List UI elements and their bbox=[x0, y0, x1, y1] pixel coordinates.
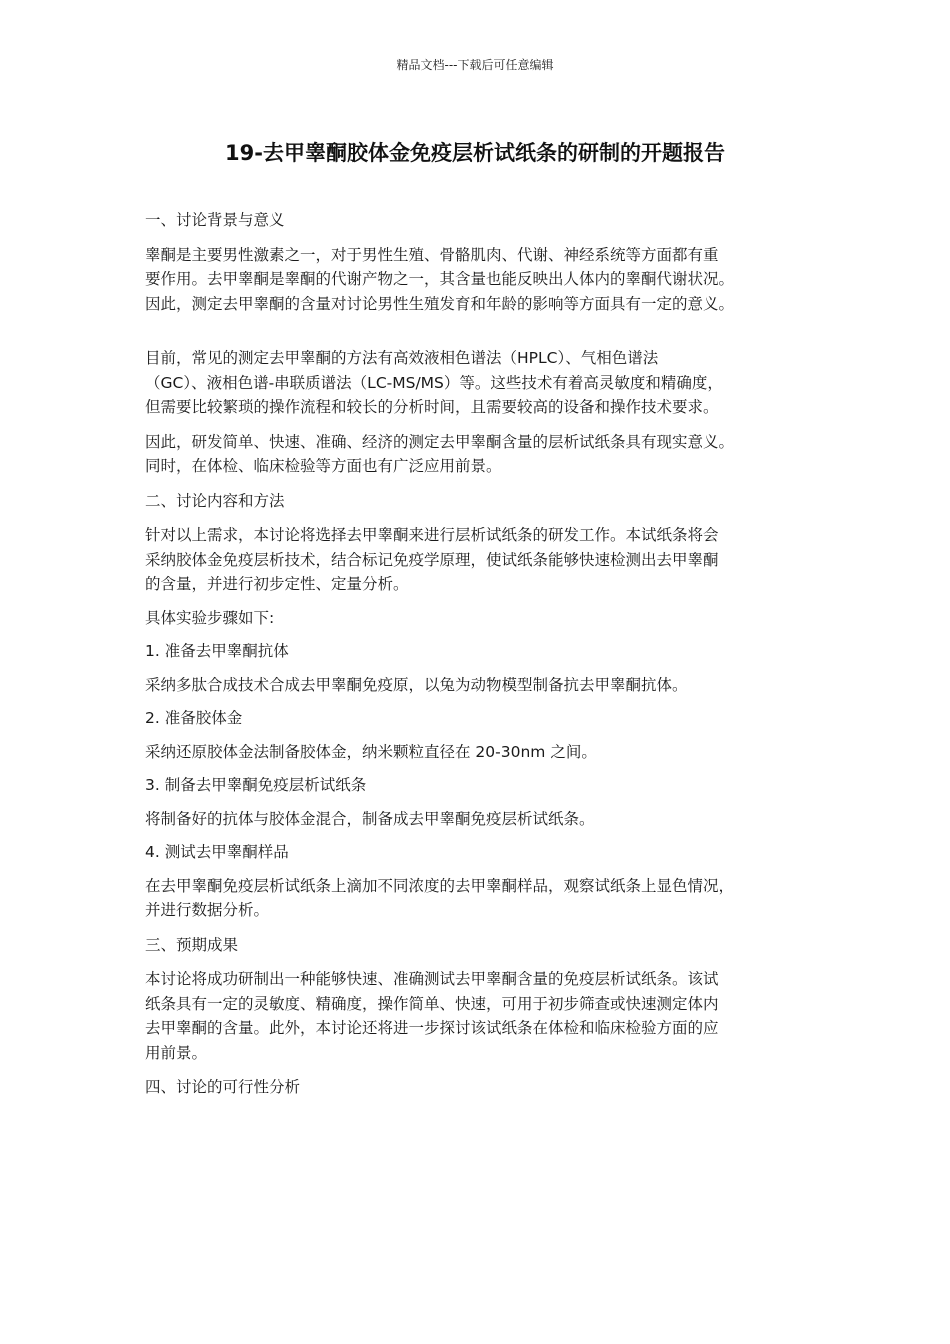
section-2-heading: 二、讨论内容和方法 bbox=[145, 491, 285, 510]
step-3-title: 3. 制备去甲睾酮免疫层析试纸条 bbox=[145, 776, 367, 794]
section-1-paragraph-1: 睾酮是主要男性激素之一，对于男性生殖、骨骼肌肉、代谢、神经系统等方面都有重 要作用。去甲睾酮是睾酮的代谢产物之一，其含量也能反映出人体内的睾酮代谢状况。 因此，测定去甲睾酮的含量对讨论男性生殖发育和年龄的影响等方面具有一定的意义。 bbox=[145, 245, 735, 313]
section-2-paragraph-1: 针对以上需求，本讨论将选择去甲睾酮来进行层析试纸条的研发工作。本试纸条将会 采纳胶体金免疫层析技术，结合标记免疫学原理，使试纸条能够快速检测出去甲睾酮 的含量，并进行初步定性、定量分析。 bbox=[145, 526, 719, 593]
section-1-paragraph-2: 目前，常见的测定去甲睾酮的方法有高效液相色谱法（HPLC）、气相色谱法 （GC）、液相色谱-串联质谱法（LC-MS/MS）等。这些技术有着高灵敏度和精确度， 但需要比较繁琐的操作流程和较长的分析时间，且需要较高的设备和操作技术要求。 bbox=[145, 349, 723, 416]
document-title: 19-去甲睾酮胶体金免疫层析试纸条的研制的开题报告 bbox=[225, 141, 725, 165]
section-4-heading: 四、讨论的可行性分析 bbox=[145, 1078, 301, 1096]
step-1-text: 采纳多肽合成技术合成去甲睾酮免疫原，以兔为动物模型制备抗去甲睾酮抗体。 bbox=[145, 675, 688, 694]
step-4-text: 在去甲睾酮免疫层析试纸条上滴加不同浓度的去甲睾酮样品，观察试纸条上显色情况， 并进行数据分析。 bbox=[145, 876, 735, 919]
section-1-heading: 一、讨论背景与意义 bbox=[145, 211, 285, 229]
step-1-title: 1. 准备去甲睾酮抗体 bbox=[145, 642, 289, 660]
section-1-paragraph-3: 因此，研发简单、快速、准确、经济的测定去甲睾酮含量的层析试纸条具有现实意义。 同时，在体检、临床检验等方面也有广泛应用前景。 bbox=[145, 432, 735, 475]
step-2-text: 采纳还原胶体金法制备胶体金，纳米颗粒直径在 20-30nm 之间。 bbox=[145, 742, 597, 761]
step-3-text: 将制备好的抗体与胶体金混合，制备成去甲睾酮免疫层析试纸条。 bbox=[145, 809, 595, 828]
step-4-title: 4. 测试去甲睾酮样品 bbox=[145, 843, 289, 861]
section-3-heading: 三、预期成果 bbox=[145, 935, 239, 954]
header-note: 精品文档---下载后可任意编辑 bbox=[396, 58, 554, 72]
document-body bbox=[145, 208, 810, 1100]
steps-intro: 具体实验步骤如下: bbox=[145, 608, 275, 627]
step-2-title: 2. 准备胶体金 bbox=[145, 709, 243, 727]
section-3-paragraph-1: 本讨论将成功研制出一种能够快速、准确测试去甲睾酮含量的免疫层析试纸条。该试 纸条具有一定的灵敏度、精确度，操作简单、快速，可用于初步筛查或快速测定体内 去甲睾酮的含量。此外，本讨论还将进一步探讨该试纸条在体检和临床检验方面的应 用前景。 bbox=[145, 970, 719, 1062]
